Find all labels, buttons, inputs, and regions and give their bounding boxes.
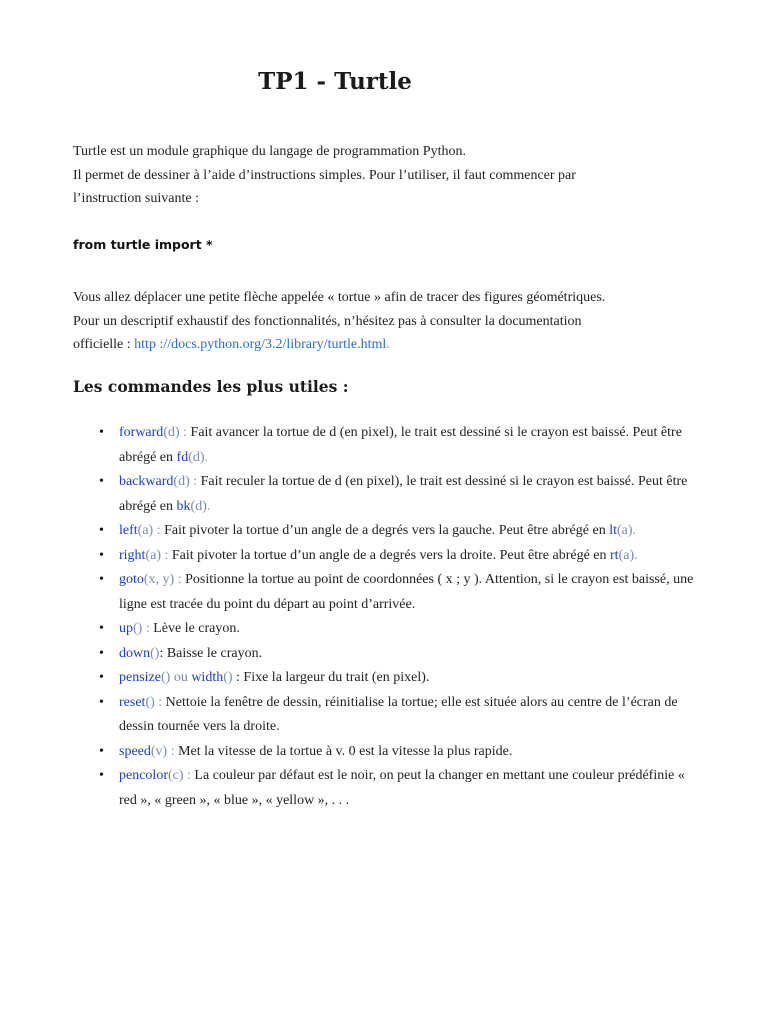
command-item-pencolor (73, 764, 703, 813)
command-args: (x, y) (143, 572, 175, 587)
command-text: Baisse le crayon. (166, 645, 263, 661)
command-args: () (133, 621, 143, 636)
command-end: . (204, 449, 209, 465)
import-statement: from turtle import * (73, 237, 213, 252)
command-args: (a) (137, 523, 154, 538)
intro-paragraph (73, 140, 713, 211)
command-args: (a) (145, 547, 161, 563)
command-name: backward (119, 474, 174, 489)
command-text: Fait avancer la tortue de d (en pixel), le trait est dessiné si le crayon est baissé. Peut être abrégé en (119, 425, 682, 465)
command-name: up (119, 621, 133, 636)
command-separator: : (179, 425, 191, 440)
bullet-icon: • (99, 768, 104, 783)
command-end: . (632, 523, 637, 538)
command-args: () (145, 694, 155, 710)
command-item-up (73, 617, 703, 642)
command-text: Fait reculer la tortue de d (en pixel), le trait est dessiné si le crayon est baissé. Peut être abrégé en (119, 474, 688, 514)
intro-line-2: Il permet de dessiner à l’aide d’instructions simples. Pour l’utiliser, il faut commencer par (73, 167, 576, 183)
command-separator: : (167, 743, 179, 759)
command-text: Fait pivoter la tortue d’un angle de a degrés vers la droite. Peut être abrégé en (171, 547, 610, 563)
bullet-icon: • (99, 572, 104, 587)
command-args: () (150, 645, 160, 661)
command-alias: bk (176, 498, 191, 514)
commands-list (73, 421, 703, 813)
command-name: right (119, 547, 146, 563)
command-separator: : (161, 547, 172, 563)
command-alias: rt (610, 547, 619, 563)
section-title: Les commandes les plus utiles : (73, 377, 349, 396)
bullet-icon: • (99, 670, 104, 685)
command-alias: width (191, 670, 224, 685)
command-item-reset (73, 691, 703, 740)
command-name: reset (119, 694, 146, 710)
command-text: Met la vitesse de la tortue à v. 0 est la vitesse la plus rapide. (178, 743, 513, 759)
command-name: left (119, 523, 138, 538)
link-trailing-dot: . (386, 337, 390, 352)
command-item-down (73, 642, 703, 667)
command-args: (c) (167, 768, 184, 783)
command-text: Fait pivoter la tortue d’un angle de a degrés vers la gauche. Peut être abrégé en (164, 523, 610, 538)
command-name: down (119, 645, 151, 661)
command-name: pencolor (119, 768, 168, 783)
command-end: . (634, 547, 638, 563)
bullet-icon: • (99, 474, 104, 489)
command-text: Nettoie la fenêtre de dessin, réinitialise la tortue; elle est située alors au centre de l’écran de dessin tournée vers la droite. (119, 694, 678, 734)
page-title: TP1 - Turtle (258, 68, 412, 95)
command-separator: : (153, 523, 165, 538)
command-text: La couleur par défaut est le noir, on peut la changer en mettant une couleur prédéfinie « red », « green », « blue », « yellow », . . . (119, 768, 685, 808)
command-alias-args: (a) (618, 547, 635, 563)
command-separator: : (183, 768, 195, 783)
command-name: goto (119, 572, 144, 587)
command-item-forward (73, 421, 703, 470)
bullet-icon: • (99, 425, 104, 440)
command-separator: : (154, 694, 166, 710)
command-separator: : (189, 474, 201, 489)
bullet-icon: • (99, 743, 104, 759)
desc-line-1: Vous allez déplacer une petite flèche appelée « tortue » afin de tracer des figures géométriques. (73, 290, 606, 305)
desc-line-2: Pour un descriptif exhaustif des fonctionnalités, n’hésitez pas à consulter la documentation (73, 313, 582, 329)
command-alias: lt (609, 523, 617, 538)
command-end: . (206, 498, 211, 514)
command-alias-args: (a) (616, 523, 633, 538)
bullet-icon: • (99, 621, 104, 636)
command-end: : Fixe la largeur du trait (en pixel). (232, 670, 430, 685)
desc-line-3: officielle : (73, 337, 135, 352)
command-item-pensize (73, 666, 703, 691)
command-alias-args: () (223, 670, 233, 685)
command-name: pensize (119, 670, 161, 685)
bullet-icon: • (99, 694, 104, 710)
command-item-right (73, 544, 703, 569)
command-args: (d) (163, 425, 180, 440)
command-separator: : (159, 645, 167, 661)
intro-line-1: Turtle est un module graphique du langage de programmation Python. (73, 144, 466, 159)
command-item-speed (73, 740, 703, 765)
command-item-backward (73, 470, 703, 519)
bullet-icon: • (99, 523, 104, 538)
command-args: (v) (150, 743, 168, 759)
description-paragraph (73, 286, 713, 357)
command-separator: ou (170, 670, 192, 685)
command-alias-args: (d) (188, 449, 205, 465)
command-item-left (73, 519, 703, 544)
command-args: (d) (173, 474, 190, 489)
documentation-link[interactable]: http ://docs.python.org/3.2/library/turtle.html (134, 337, 387, 352)
bullet-icon: • (99, 547, 104, 563)
intro-line-3: l’instruction suivante : (73, 191, 199, 206)
command-alias: fd (176, 449, 189, 465)
command-separator: : (174, 572, 186, 587)
command-separator: : (142, 621, 154, 636)
command-name: speed (119, 743, 151, 759)
command-alias-args: (d) (190, 498, 207, 514)
command-item-goto (73, 568, 703, 617)
command-text: Lève le crayon. (153, 621, 240, 636)
command-text: Positionne la tortue au point de coordonnées ( x ; y ). Attention, si le crayon est baissé, une ligne est tracée du point du départ au point d’arrivée. (119, 572, 694, 612)
bullet-icon: • (99, 645, 104, 661)
command-name: forward (119, 425, 164, 440)
command-args: () (160, 670, 171, 685)
